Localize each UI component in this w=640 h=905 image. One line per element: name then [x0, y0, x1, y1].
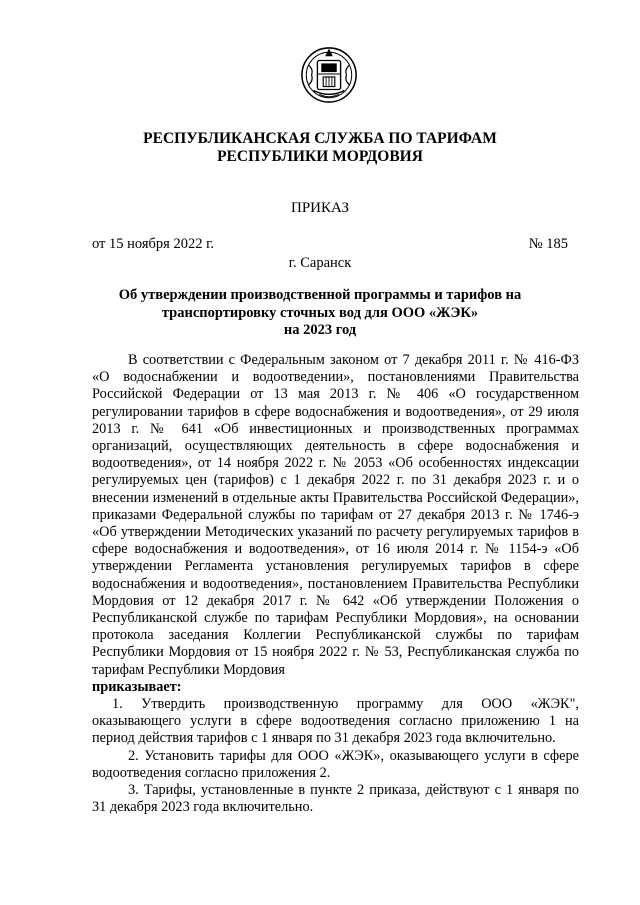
document-type: ПРИКАЗ: [291, 200, 349, 216]
document-title: [0, 287, 640, 340]
orders-word: приказывает:: [92, 678, 182, 695]
document-title-line-1: Об утверждении производственной программы и тарифов на: [118, 287, 522, 303]
order-item-2: 2. Установить тарифы для ООО «ЖЭК», оказывающего услуги в сфере водоотведения согласно приложения 2.: [92, 747, 579, 781]
organization-name: [0, 130, 640, 166]
preamble-paragraph: В соответствии с Федеральным законом от 7 декабря 2011 г. № 416-ФЗ «О водоснабжении и водоотведении», постановлениями Правительства Российской Федерации от 13 мая 2013 г. № 406 «О государственном регулировании тарифов в сфере водоснабжения и водоотведения», от 29 июля 2013 г. № 641 «Об инвестиционных и производственных программах организаций, осуществляющих деятельность в сфере водоснабжения и водоотведения», от 14 ноября 2022 г. № 2053 «Об особенностях индексации регулируемых цен (тарифов) с 1 декабря 2022 г. по 31 декабря 2023 г. и о внесении изменений в отдельные акты Правительства Российской Федерации», приказами Федеральной службы по тарифам от 27 декабря 2013 г. № 1746-э «Об утверждении Методических указаний по расчету регулируемых тарифов в сфере водоснабжения и водоотведения», от 16 июля 2014 г. № 1154-э «Об утверждении Регламента установления регулируемых тарифов в сфере водоснабжения и водоотведения», постановлением Правительства Республики Мордовия от 12 декабря 2017 г. № 642 «Об утверждении Положения о Республиканской службе по тарифам Республики Мордовия», на основании протокола заседания Коллегии Республиканской службы по тарифам Республики Мордовия от 15 ноября 2022 г. № 53, Республиканская служба по тарифам Республики Мордовия: [92, 352, 579, 678]
document-title-line-3: на 2023 год: [283, 322, 357, 338]
organization-name-line-2: РЕСПУБЛИКИ МОРДОВИЯ: [217, 148, 423, 165]
organization-name-line-1: РЕСПУБЛИКАНСКАЯ СЛУЖБА ПО ТАРИФАМ: [143, 130, 497, 147]
order-item-1: 1. Утвердить производственную программу для ООО «ЖЭК", оказывающего услуги в сфере водоотведения согласно приложению 1 на период действия тарифов с 1 января по 31 декабря 2023 года включительно.: [92, 696, 579, 747]
document-body: [92, 352, 579, 816]
order-item-3: 3. Тарифы, установленные в пункте 2 приказа, действуют с 1 января по 31 декабря 2023 года включительно.: [92, 782, 579, 816]
coat-of-arms-emblem: [300, 46, 358, 104]
document-date: от 15 ноября 2022 г.: [92, 236, 215, 252]
document-title-line-2: транспортировку сточных вод для ООО «ЖЭК»: [161, 304, 479, 321]
document-number: № 185: [528, 236, 568, 252]
document-city: г. Саранск: [288, 255, 352, 271]
